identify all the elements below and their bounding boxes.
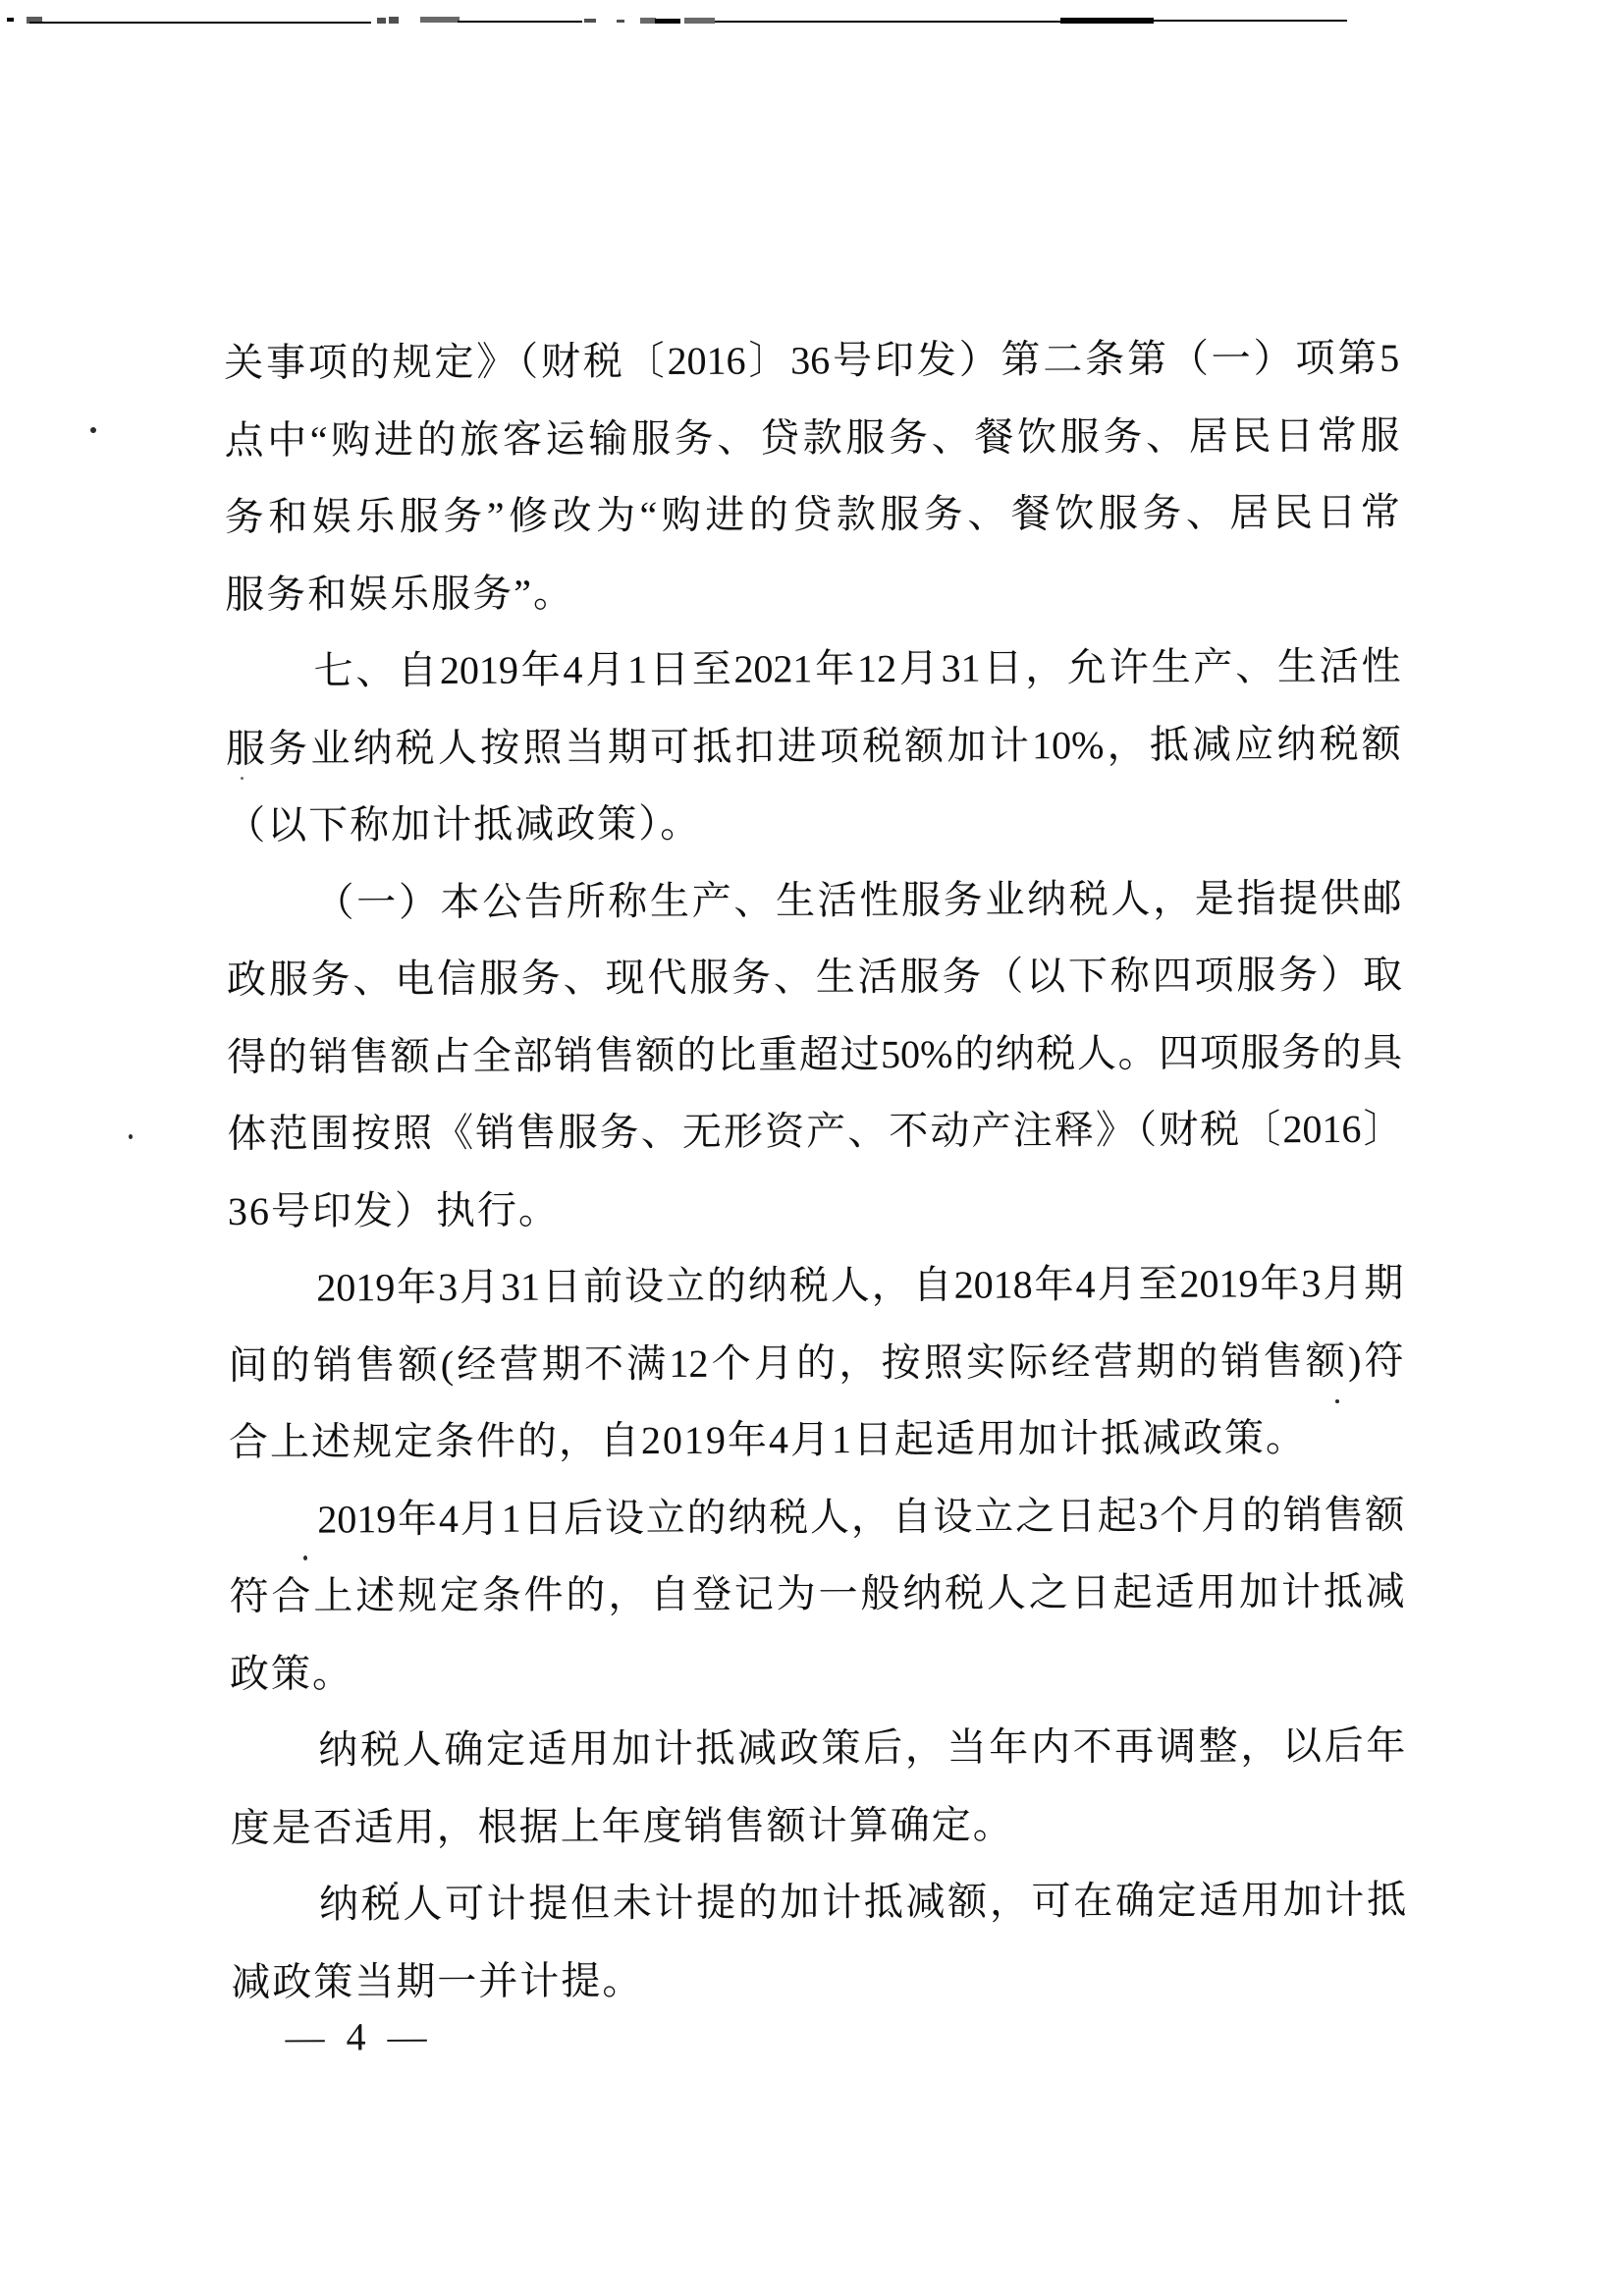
text-line: 服务业纳税人按照当期可抵扣进项税额加计10%，抵减应纳税额 <box>225 721 1401 771</box>
text-line: 纳税人确定适用加计抵减政策后，当年内不再调整，以后年 <box>318 1722 1406 1773</box>
text-line: 度是否适用，根据上年度销售额计算确定。 <box>230 1802 1014 1850</box>
text-line: 政策。 <box>229 1650 354 1696</box>
page-number: — 4 — <box>285 2014 433 2059</box>
text-line: 七、自2019年4月1日至2021年12月31日，允许生产、生活性 <box>313 643 1401 693</box>
text-line: 体范围按照《销售服务、无形资产、不动产注释》（财税〔2016〕 <box>227 1106 1403 1156</box>
text-line: 关事项的规定》（财税〔2016〕36号印发）第二条第（一）项第5 <box>224 335 1400 385</box>
text-line: 务和娱乐服务”修改为“购进的贷款服务、餐饮服务、居民日常 <box>224 489 1400 539</box>
text-line: 合上述规定条件的，自2019年4月1日起适用加计抵减政策。 <box>228 1415 1308 1464</box>
text-line: 2019年4月1日后设立的纳税人，自设立之日起3个月的销售额 <box>317 1492 1405 1542</box>
text-line: 得的销售额占全部销售额的比重超过50%的纳税人。四项服务的具 <box>227 1029 1403 1079</box>
text-line: （以下称加计抵减政策）。 <box>226 800 702 847</box>
text-line: 纳税人可计提但未计提的加计抵减额，可在确定适用加计抵 <box>318 1877 1407 1927</box>
text-line: 符合上述规定条件的，自登记为一般纳税人之日起适用加计抵减 <box>229 1568 1405 1618</box>
text-line: （一）本公告所称生产、生活性服务业纳税人，是指提供邮 <box>314 875 1402 925</box>
text-line: 点中“购进的旅客运输服务、贷款服务、餐饮服务、居民日常服 <box>224 412 1400 463</box>
text-line: 2019年3月31日前设立的纳税人，自2018年4月至2019年3月期 <box>316 1260 1404 1310</box>
text-line: 服务和娱乐服务”。 <box>225 570 575 617</box>
text-line: 减政策当期一并计提。 <box>231 1957 644 2004</box>
document-body <box>224 320 1407 2059</box>
text-line: 政服务、电信服务、现代服务、生活服务（以下称四项服务）取 <box>226 952 1402 1002</box>
text-line: 间的销售额(经营期不满12个月的，按照实际经营期的销售额)符 <box>228 1338 1404 1388</box>
text-line: 36号印发）执行。 <box>227 1187 561 1233</box>
